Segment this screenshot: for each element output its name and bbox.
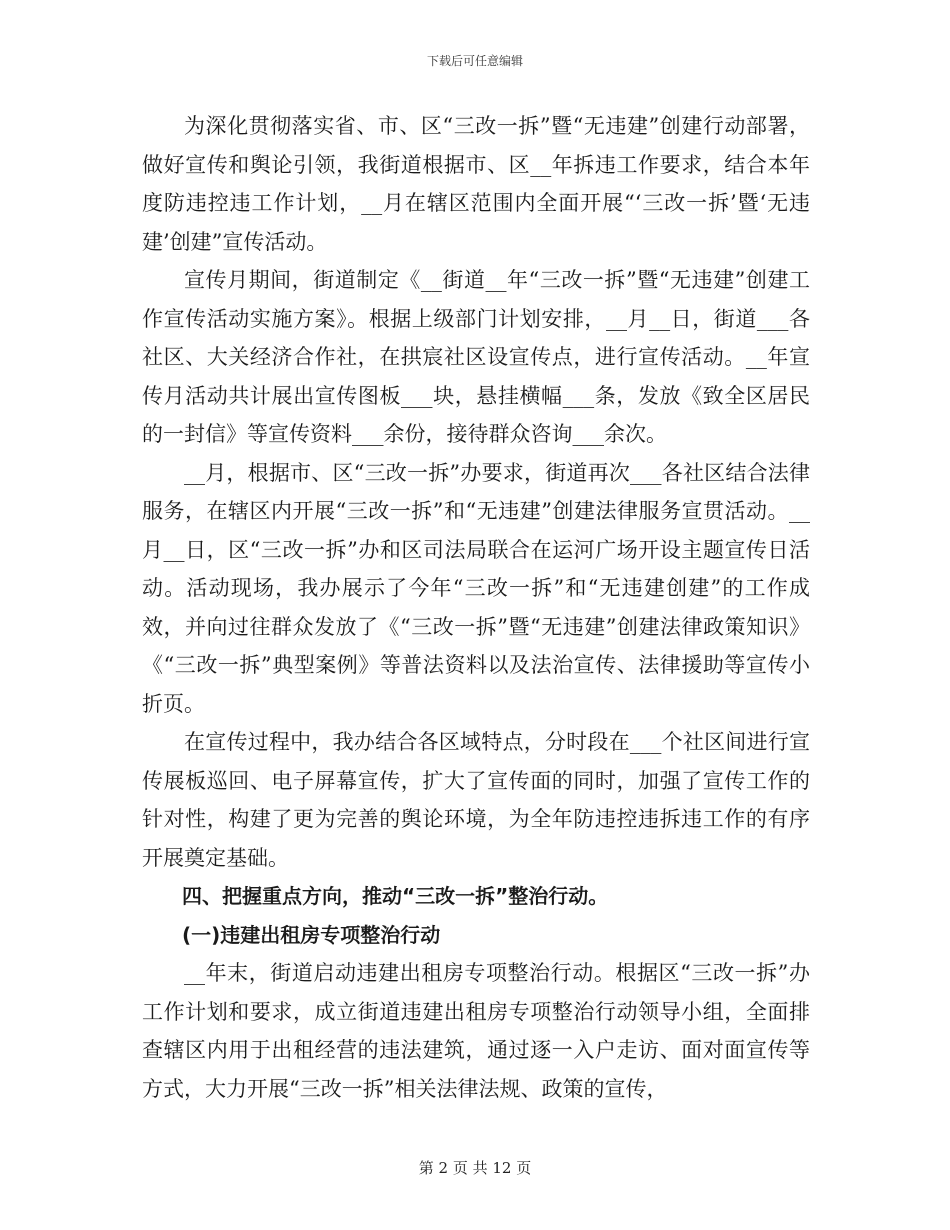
section-heading: 四、把握重点方向，推动“三改一拆”整治行动。: [182, 884, 609, 908]
page-header: 下载后可任意编辑: [426, 54, 523, 68]
subsection-heading: (一)违建出租房专项整治行动: [182, 922, 441, 947]
paragraph-2: 宣传月期间，街道制定《__街道__年“三改一拆”暨“无违建”创建工作宣传活动实施方案》。根据上级部门计划安排，__月__日，街道___各社区、大关经济合作社，在拱宸社区设宣传点，进行宣传活动。__年宣传月活动共计展出宣传图板___块，悬挂横幅___条，发放《致全区居民的一封信》等宣传资料___余份，接待群众咨询___余次。: [142, 268, 810, 446]
document-body: [142, 107, 810, 1108]
page-number-footer: 第 2 页 共 12 页: [418, 1159, 532, 1177]
paragraph-5: __年末，街道启动违建出租房专项整治行动。根据区“三改一拆”办工作计划和要求，成立街道违建出租房专项整治行动领导小组，全面排查辖区内用于出租经营的违法建筑，通过逐一入户走访、面对面宣传等方式，大力开展“三改一拆”相关法律法规、政策的宣传，: [142, 961, 810, 1101]
paragraph-4: 在宣传过程中，我办结合各区域特点，分时段在___个社区间进行宣传展板巡回、电子屏幕宣传，扩大了宣传面的同时，加强了宣传工作的针对性，构建了更为完善的舆论环境，为全年防违控违拆违工作的有序开展奠定基础。: [142, 730, 810, 870]
paragraph-1: 为深化贯彻落实省、市、区“三改一拆”暨“无违建”创建行动部署，做好宣传和舆论引领，我街道根据市、区__年拆违工作要求，结合本年度防违控违工作计划，__月在辖区范围内全面开展“‘三改一拆’暨‘无违建’创建”宣传活动。: [142, 114, 810, 254]
paragraph-3: __月，根据市、区“三改一拆”办要求，街道再次___各社区结合法律服务，在辖区内开展“三改一拆”和“无违建”创建法律服务宣贯活动。__月__日，区“三改一拆”办和区司法局联合在运河广场开设主题宣传日活动。活动现场，我办展示了今年“三改一拆”和“无违建创建”的工作成效，并向过往群众发放了《“三改一拆”暨“无违建”创建法律政策知识》《“三改一拆”典型案例》等普法资料以及法治宣传、法律援助等宣传小折页。: [142, 460, 810, 716]
